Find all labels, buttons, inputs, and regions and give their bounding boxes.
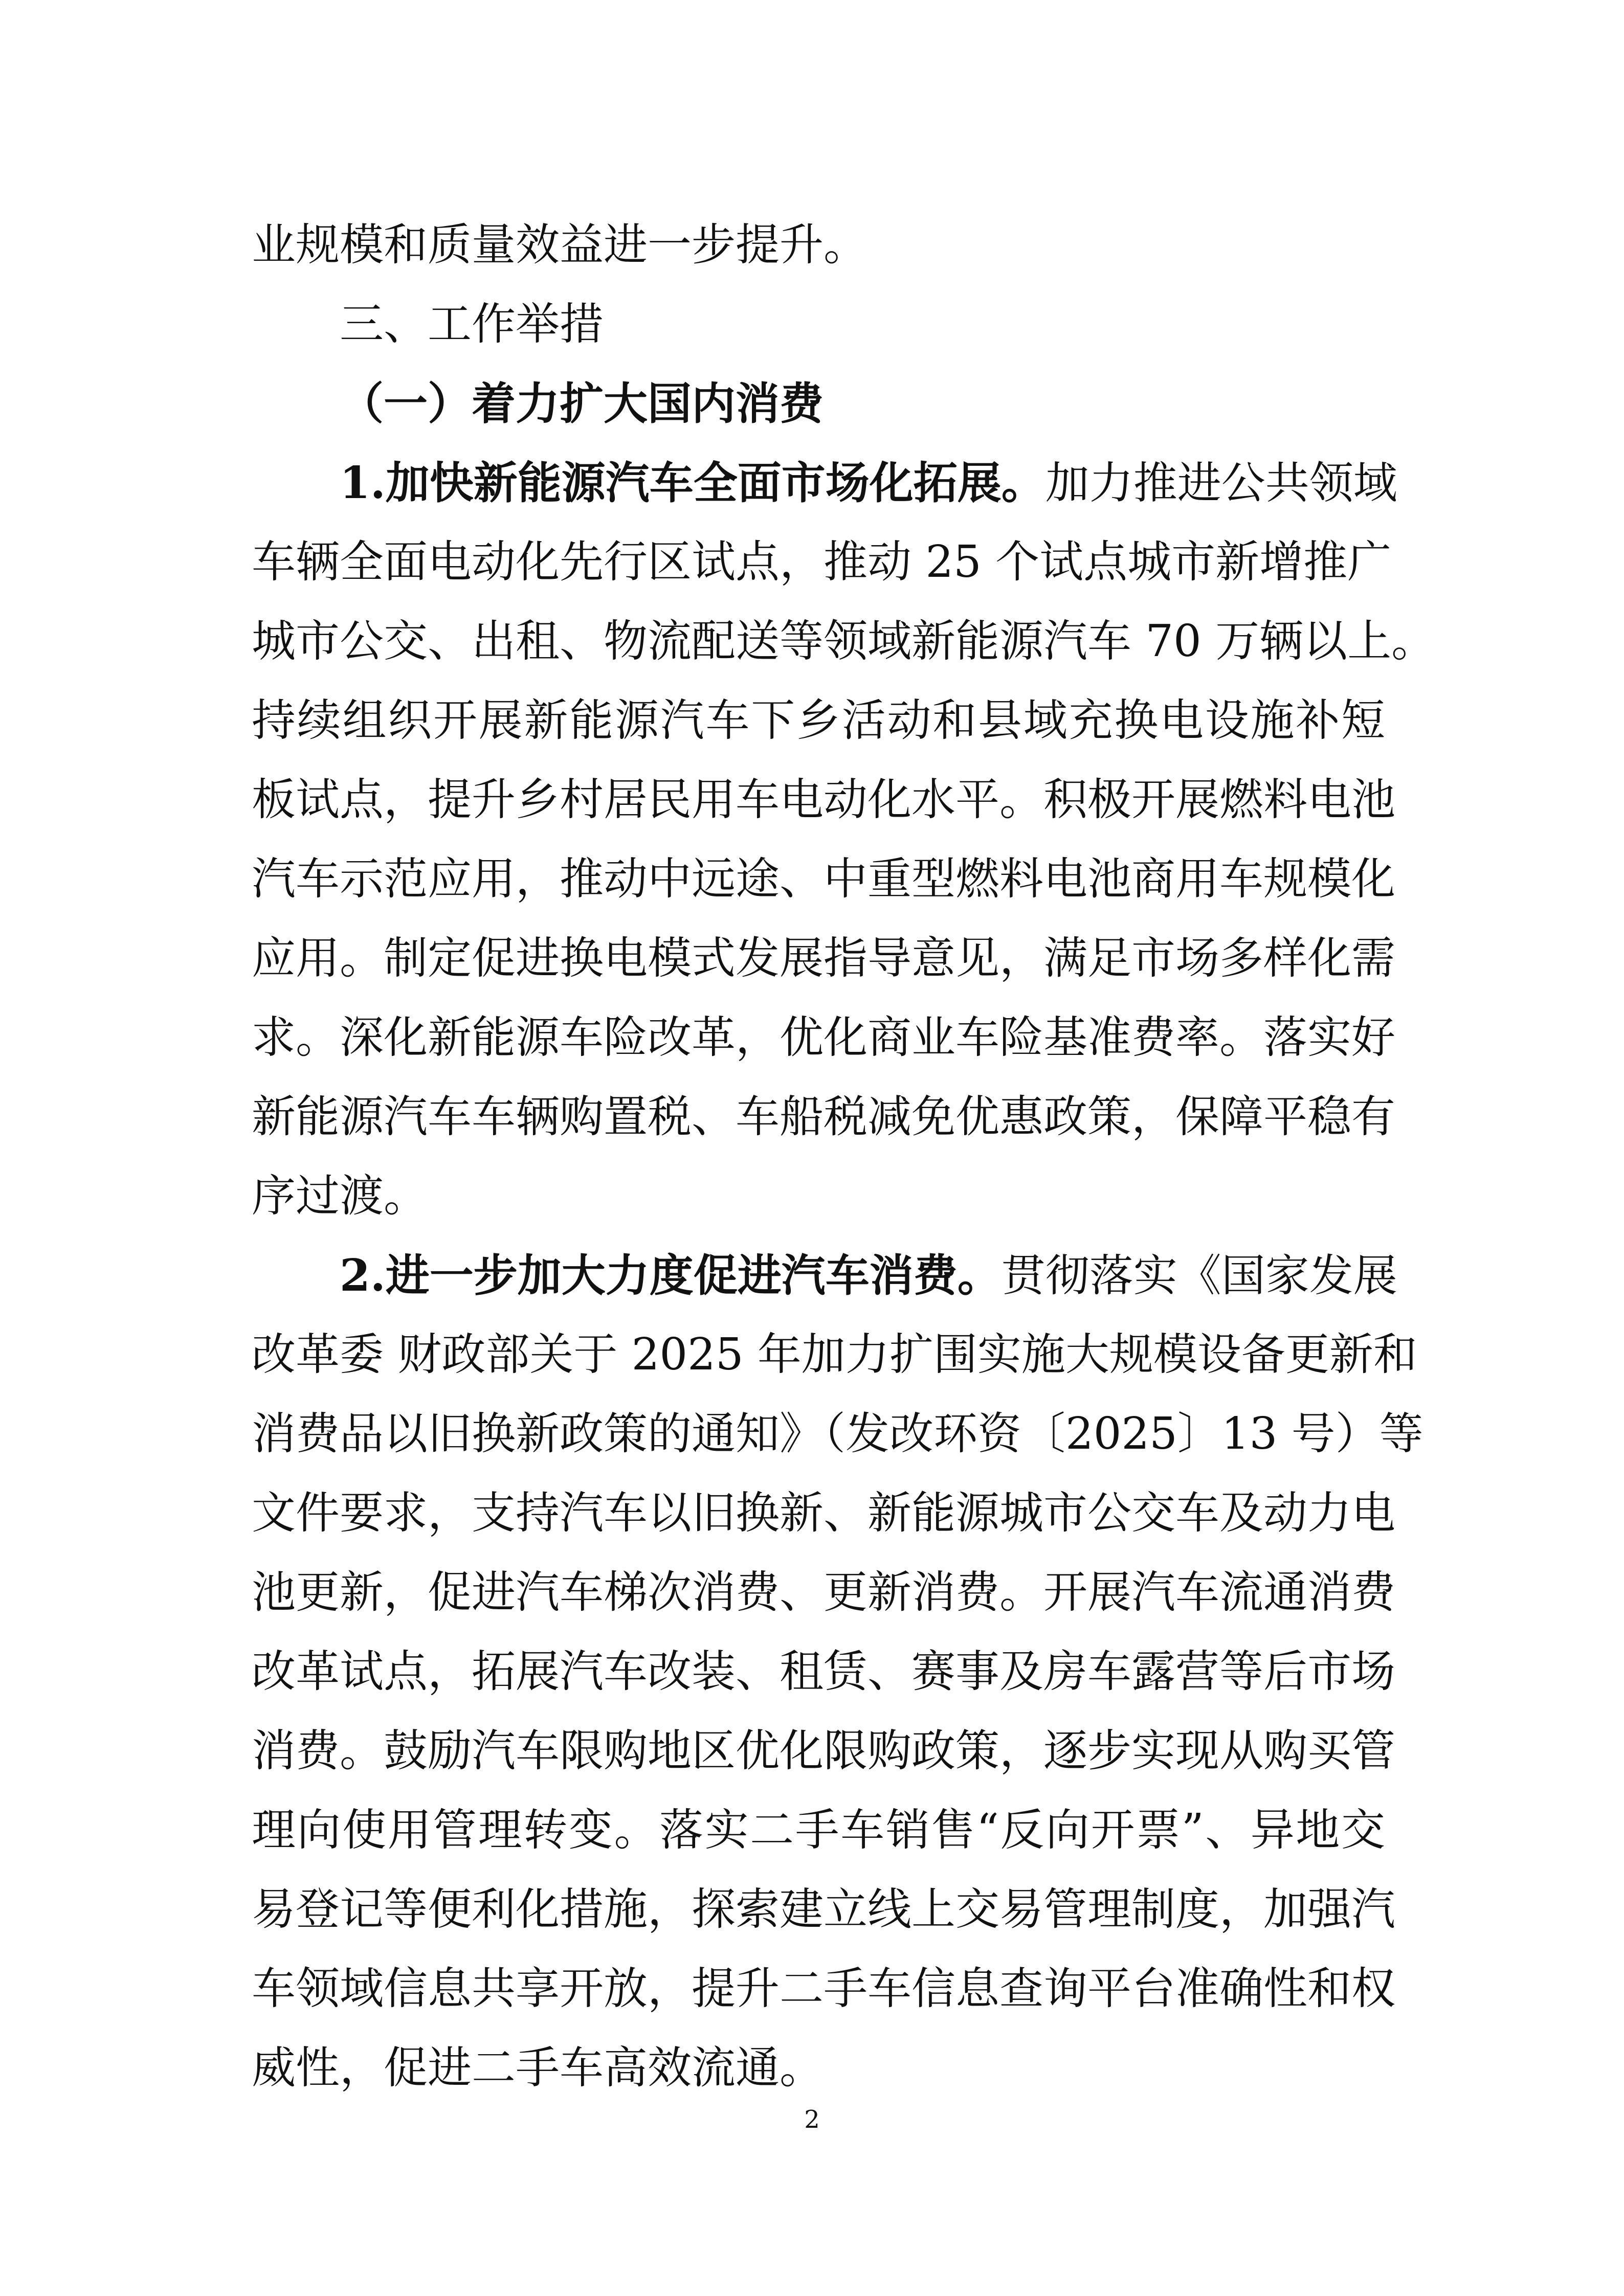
paragraph-line: 消费。鼓励汽车限购地区优化限购政策，逐步实现从购买管 — [252, 1725, 1395, 1776]
paragraph-line: 改革委 财政部关于 2025 年加力扩围实施大规模设备更新和 — [252, 1329, 1417, 1380]
page-number: 2 — [804, 2105, 820, 2134]
paragraph-line: 业规模和质量效益进一步提升。 — [252, 219, 867, 271]
paragraph-line: 城市公交、出租、物流配送等领域新能源汽车 70 万辆以上。 — [252, 616, 1436, 667]
section-heading: 三、工作举措 — [340, 299, 604, 350]
item-2-lead: 2.进一步加大力度促进汽车消费。 — [340, 1250, 1002, 1301]
paragraph-line: 易登记等便利化措施，探索建立线上交易管理制度，加强汽 — [252, 1884, 1395, 1935]
paragraph-line: 文件要求，支持汽车以旧换新、新能源城市公交车及动力电 — [252, 1488, 1395, 1539]
paragraph-line: 车辆全面电动化先行区试点，推动 25 个试点城市新增推广 — [252, 536, 1392, 588]
paragraph-line: 车领域信息共享开放，提升二手车信息查询平台准确性和权 — [252, 1963, 1395, 2014]
paragraph-line: 持续组织开展新能源汽车下乡活动和县域充换电设施补短 — [252, 695, 1385, 746]
item-1-lead: 1.加快新能源汽车全面市场化拓展。 — [340, 457, 1045, 509]
paragraph-line: 新能源汽车车辆购置税、车船税减免优惠政策，保障平稳有 — [252, 1091, 1395, 1142]
paragraph-line: 改革试点，拓展汽车改装、租赁、赛事及房车露营等后市场 — [252, 1646, 1395, 1697]
paragraph-line: 汽车示范应用，推动中远途、中重型燃料电池商用车规模化 — [252, 853, 1395, 905]
document-body — [252, 206, 1436, 2108]
paragraph-line: 池更新，促进汽车梯次消费、更新消费。开展汽车流通消费 — [252, 1567, 1395, 1618]
paragraph-line: 理向使用管理转变。落实二手车销售“反向开票”、异地交 — [252, 1805, 1385, 1856]
paragraph-line: 板试点，提升乡村居民用车电动化水平。积极开展燃料电池 — [252, 774, 1395, 825]
paragraph-line: 威性，促进二手车高效流通。 — [252, 2042, 824, 2094]
item-1-first-line-rest: 加力推进公共领域 — [1045, 458, 1397, 509]
paragraph-line: 求。深化新能源车险改革，优化商业车险基准费率。落实好 — [252, 1012, 1395, 1063]
paragraph-line: 消费品以旧换新政策的通知》（发改环资〔2025〕13 号）等 — [252, 1408, 1423, 1459]
item-1-first-line — [252, 443, 1397, 523]
paragraph-line: 应用。制定促进换电模式发展指导意见，满足市场多样化需 — [252, 933, 1395, 984]
item-2-first-line-rest: 贯彻落实《国家发展 — [1001, 1250, 1397, 1301]
item-2-first-line — [252, 1236, 1397, 1315]
subsection-heading: （一）着力扩大国内消费 — [340, 378, 824, 430]
paragraph-line: 序过渡。 — [252, 1170, 428, 1222]
